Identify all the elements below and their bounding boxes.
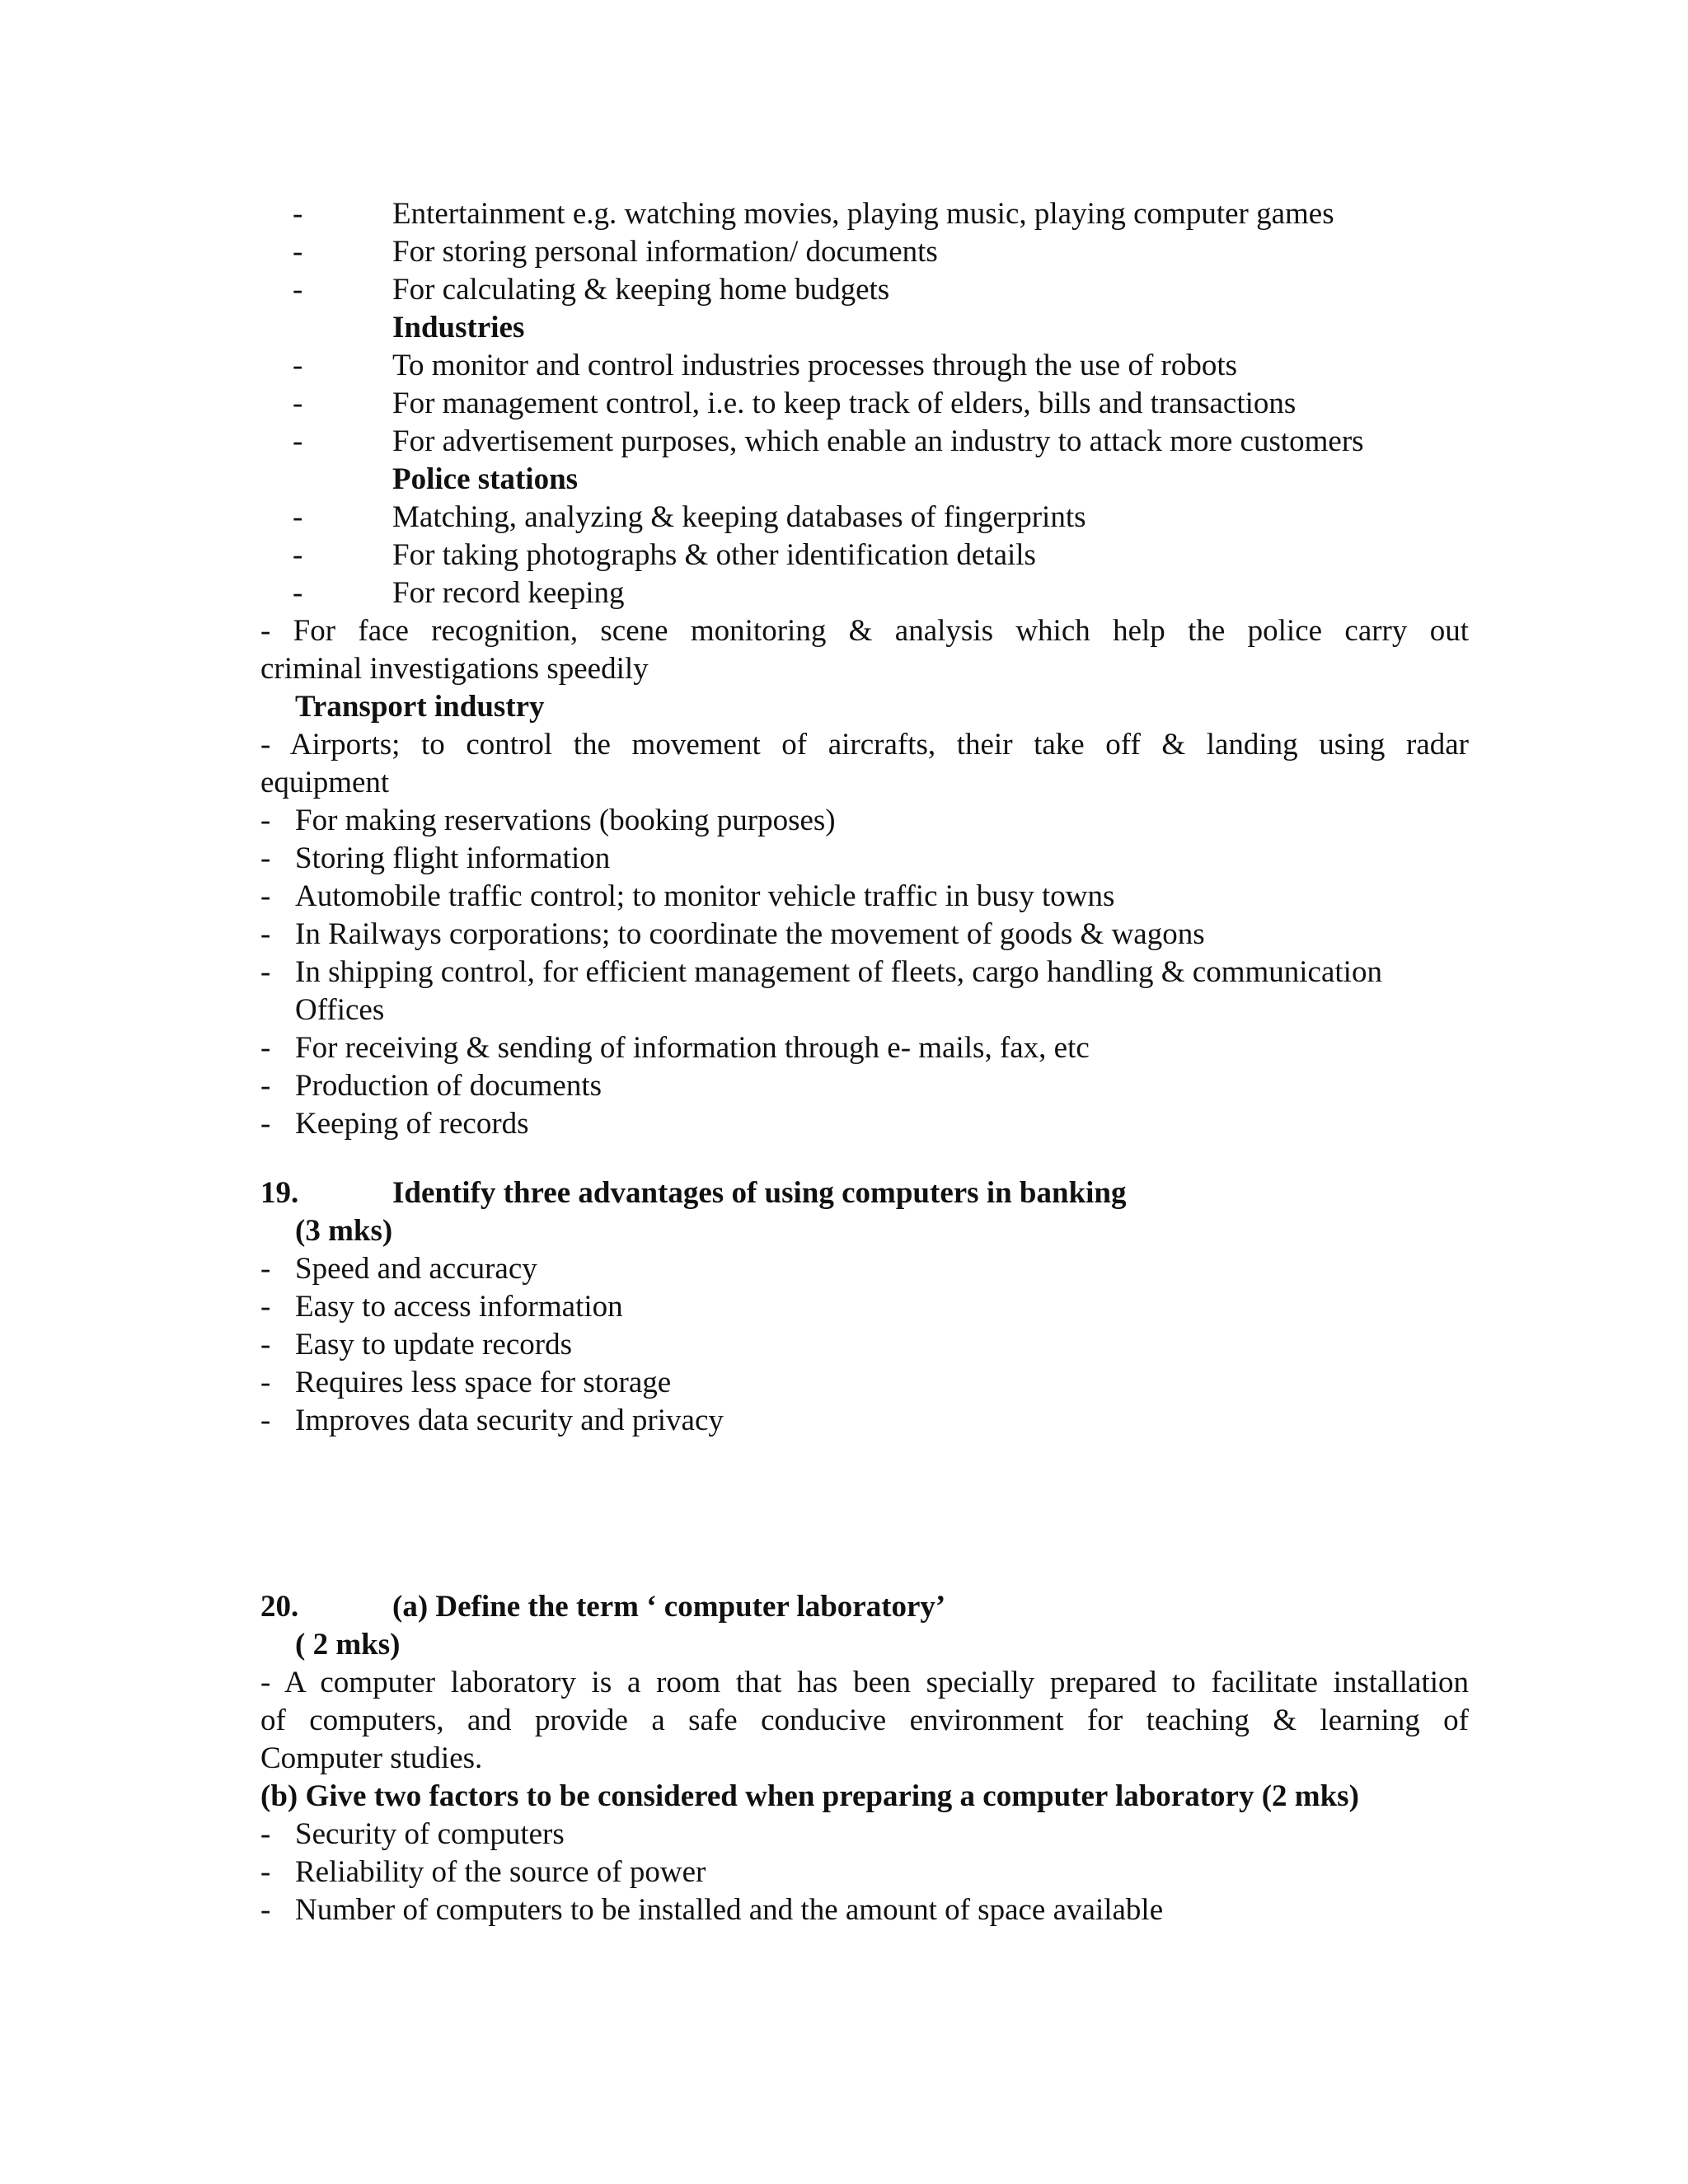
industries-item-text: For advertisement purposes, which enable an industry to attack more customers <box>392 424 1364 458</box>
offices-item-text: Production of documents <box>295 1069 603 1103</box>
transport-item-text: For making reservations (booking purposes) <box>295 804 836 837</box>
answer-a-line1: - A computer laboratory is a room that has been specially prepared to facilitate installation <box>260 1666 1469 1699</box>
home-item-text: For calculating & keeping home budgets <box>392 273 890 307</box>
offices-item-text: For receiving & sending of information through e- mails, fax, etc <box>295 1031 1090 1065</box>
bullet-dash: - <box>260 1290 271 1324</box>
question-part-b: (b) Give two factors to be considered when preparing a computer laboratory (2 mks) <box>260 1779 1359 1813</box>
industries-item-text: For management control, i.e. to keep track of elders, bills and transactions <box>392 387 1296 420</box>
section-heading-industries: Industries <box>392 311 525 344</box>
answer-a-line2: of computers, and provide a safe conducive environment for teaching & learning of <box>260 1704 1469 1737</box>
bullet-dash: - <box>260 1328 271 1361</box>
question-number: 19. <box>260 1176 299 1210</box>
bullet-dash: - <box>260 1817 271 1851</box>
bullet-dash: - <box>260 955 271 989</box>
section-heading-transport: Transport industry <box>295 690 545 724</box>
transport-item-text: In Railways corporations; to coordinate the movement of goods & wagons <box>295 917 1205 951</box>
answer-text: Reliability of the source of power <box>295 1855 706 1889</box>
bullet-dash: - <box>260 1366 271 1399</box>
home-item-text: For storing personal information/ documents <box>392 235 938 269</box>
transport-item-text: Storing flight information <box>295 841 611 875</box>
bullet-dash: - <box>260 1031 271 1065</box>
bullet-dash: - <box>293 387 303 420</box>
bullet-dash: - <box>293 500 303 534</box>
bullet-dash: - <box>260 1855 271 1889</box>
bullet-dash: - <box>260 879 271 913</box>
bullet-dash: - <box>293 197 303 231</box>
bullet-dash: - <box>260 841 271 875</box>
answer-text: Requires less space for storage <box>295 1366 672 1399</box>
question-text: (a) Define the term ‘ computer laboratory’ <box>392 1590 946 1624</box>
answer-text: Improves data security and privacy <box>295 1404 724 1437</box>
question-marks: ( 2 mks) <box>295 1628 401 1661</box>
transport-item-text: In shipping control, for efficient management of fleets, cargo handling & communication <box>295 955 1382 989</box>
answer-a-line3: Computer studies. <box>260 1741 483 1775</box>
bullet-dash: - <box>293 273 303 307</box>
answer-text: Number of computers to be installed and the amount of space available <box>295 1893 1164 1927</box>
answer-text: Security of computers <box>295 1817 565 1851</box>
question-marks: (3 mks) <box>295 1214 393 1248</box>
police-item-text: Matching, analyzing & keeping databases of fingerprints <box>392 500 1086 534</box>
bullet-dash: - <box>293 235 303 269</box>
bullet-dash: - <box>260 1252 271 1286</box>
question-number: 20. <box>260 1590 299 1624</box>
industries-item-text: To monitor and control industries processes through the use of robots <box>392 349 1238 382</box>
bullet-dash: - <box>293 576 303 610</box>
bullet-dash: - <box>260 1069 271 1103</box>
section-heading-police: Police stations <box>392 462 579 496</box>
police-item-text: For record keeping <box>392 576 625 610</box>
section-heading-offices: Offices <box>295 993 385 1027</box>
bullet-dash: - <box>260 917 271 951</box>
offices-item-text: Keeping of records <box>295 1107 529 1141</box>
bullet-dash: - <box>260 1893 271 1927</box>
police-item-text: For taking photographs & other identification details <box>392 538 1036 572</box>
police-face-line1: - For face recognition, scene monitoring & analysis which help the police carry out <box>260 614 1469 648</box>
bullet-dash: - <box>293 538 303 572</box>
police-face-line2: criminal investigations speedily <box>260 652 649 686</box>
answer-text: Speed and accuracy <box>295 1252 537 1286</box>
bullet-dash: - <box>293 349 303 382</box>
answer-text: Easy to update records <box>295 1328 572 1361</box>
home-item-text: Entertainment e.g. watching movies, playing music, playing computer games <box>392 197 1334 231</box>
transport-item-text: Automobile traffic control; to monitor vehicle traffic in busy towns <box>295 879 1115 913</box>
answer-text: Easy to access information <box>295 1290 623 1324</box>
bullet-dash: - <box>260 1404 271 1437</box>
bullet-dash: - <box>260 1107 271 1141</box>
transport-airports-line1: - Airports; to control the movement of aircrafts, their take off & landing using radar <box>260 728 1469 762</box>
bullet-dash: - <box>293 424 303 458</box>
bullet-dash: - <box>260 804 271 837</box>
transport-airports-line2: equipment <box>260 766 390 799</box>
question-text: Identify three advantages of using computers in banking <box>392 1176 1127 1210</box>
